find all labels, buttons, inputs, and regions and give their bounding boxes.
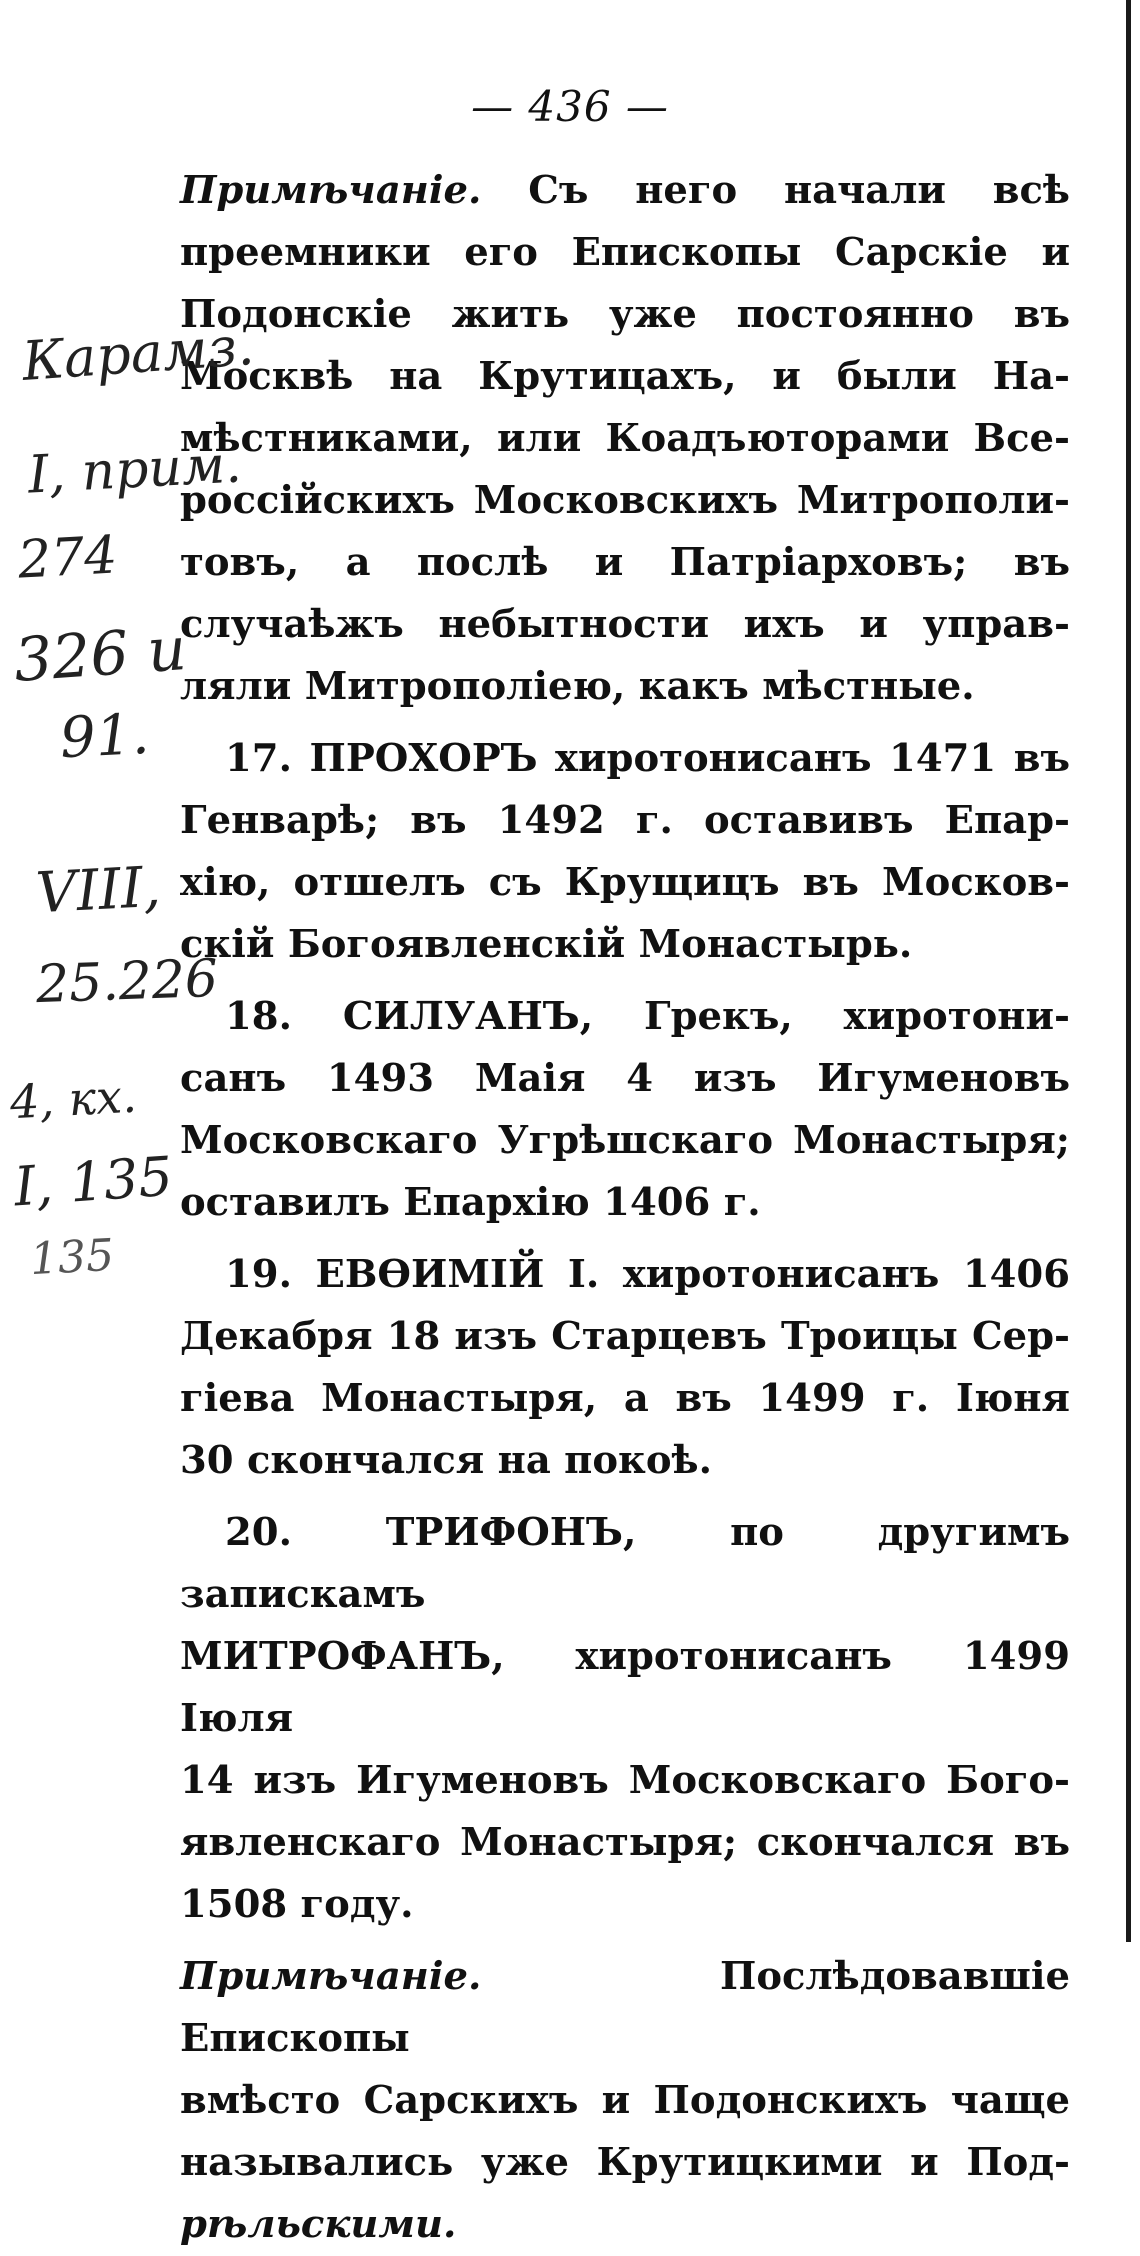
- text-line: 1508 году.: [180, 1882, 414, 1927]
- text-line: санъ 1493 Маія 4 изъ Игуменовъ: [180, 1056, 1070, 1101]
- handwritten-margin-note: VIII,: [34, 854, 163, 927]
- text-line: вмѣсто Сарскихъ и Подонскихъ чаще: [180, 2078, 1070, 2123]
- text-line: 19. ЕВѲИМІЙ I. хиротонисанъ 1406: [225, 1252, 1070, 1297]
- note-label: Примѣчаніе.: [180, 1954, 482, 1999]
- text-line: Москвѣ на Крутицахъ, и были На-: [180, 354, 1070, 399]
- text-line: Генварѣ; въ 1492 г. оставивъ Епар-: [180, 798, 1070, 843]
- handwritten-margin-note: 4, кх.: [8, 1068, 138, 1130]
- text-line: случаѣжъ небытности ихъ и управ-: [180, 602, 1070, 647]
- text-line: хію, отшелъ съ Крущицъ въ Москов-: [180, 860, 1070, 905]
- handwritten-margin-note: 135: [28, 1229, 116, 1286]
- entry-paragraph-17: [180, 728, 1070, 976]
- text-line: мѣстниками, или Коадъюторами Все-: [180, 416, 1070, 461]
- handwritten-margin-note: 91.: [58, 701, 151, 772]
- text-line: явленскаго Монастыря; скончался въ: [180, 1820, 1070, 1865]
- text-line: Съ него начали всѣ: [528, 168, 1071, 213]
- text-line: товъ, а послѣ и Патріарховъ; въ: [180, 540, 1070, 585]
- text-line: рѣльскими.: [180, 2202, 457, 2247]
- handwritten-margin-note: 25.226: [35, 948, 219, 1016]
- page-number: — 436 —: [471, 82, 669, 131]
- entry-paragraph-19: [180, 1244, 1070, 1492]
- text-line: Московскаго Угрѣшскаго Монастыря;: [180, 1118, 1070, 1163]
- handwritten-margin-note: 326 и: [11, 614, 189, 696]
- text-line: МИТРОФАНЪ, хиротонисанъ 1499 Іюля: [180, 1634, 1070, 1741]
- text-line: 30 скончался на покоѣ.: [180, 1438, 712, 1483]
- text-line: гіева Монастыря, а въ 1499 г. Іюня: [180, 1376, 1070, 1421]
- text-line: оставилъ Епархію 1406 г.: [180, 1180, 761, 1225]
- text-line: россійскихъ Московскихъ Митрополи-: [180, 478, 1070, 523]
- handwritten-margin-note: I, 135: [11, 1144, 175, 1219]
- note-label: Примѣчаніе.: [180, 168, 482, 213]
- handwritten-margin-note: I, прим.: [26, 434, 243, 506]
- text-line: преемники его Епископы Сарскіе и: [180, 230, 1070, 275]
- text-line: назывались уже Крутицкими и Под-: [180, 2140, 1070, 2185]
- note-paragraph: [180, 1946, 1070, 2256]
- text-line: 14 изъ Игуменовъ Московскаго Бого-: [180, 1758, 1070, 1803]
- entry-paragraph-20: [180, 1502, 1070, 1936]
- text-line: Подонскіе жить уже постоянно въ: [180, 292, 1070, 337]
- handwritten-margin-note: Карамз.: [20, 313, 257, 394]
- text-line: 20. ТРИФОНЪ, по другимъ запискамъ: [180, 1510, 1070, 1617]
- page-edge-border: [1126, 0, 1131, 1942]
- handwritten-margin-note: 274: [16, 525, 119, 591]
- text-line: ляли Митрополіею, какъ мѣстные.: [180, 664, 975, 709]
- text-line: 18. СИЛУАНЪ, Грекъ, хиротони-: [225, 994, 1070, 1039]
- text-line: Декабря 18 изъ Старцевъ Троицы Сер-: [180, 1314, 1070, 1359]
- entry-paragraph-18: [180, 986, 1070, 1234]
- text-line: скій Богоявленскій Монастырь.: [180, 922, 913, 967]
- note-paragraph: [180, 160, 1070, 718]
- text-line: Послѣдовавшіе Епископы: [180, 1954, 1070, 2061]
- text-line: 17. ПРОХОРЪ хиротонисанъ 1471 въ: [225, 736, 1070, 781]
